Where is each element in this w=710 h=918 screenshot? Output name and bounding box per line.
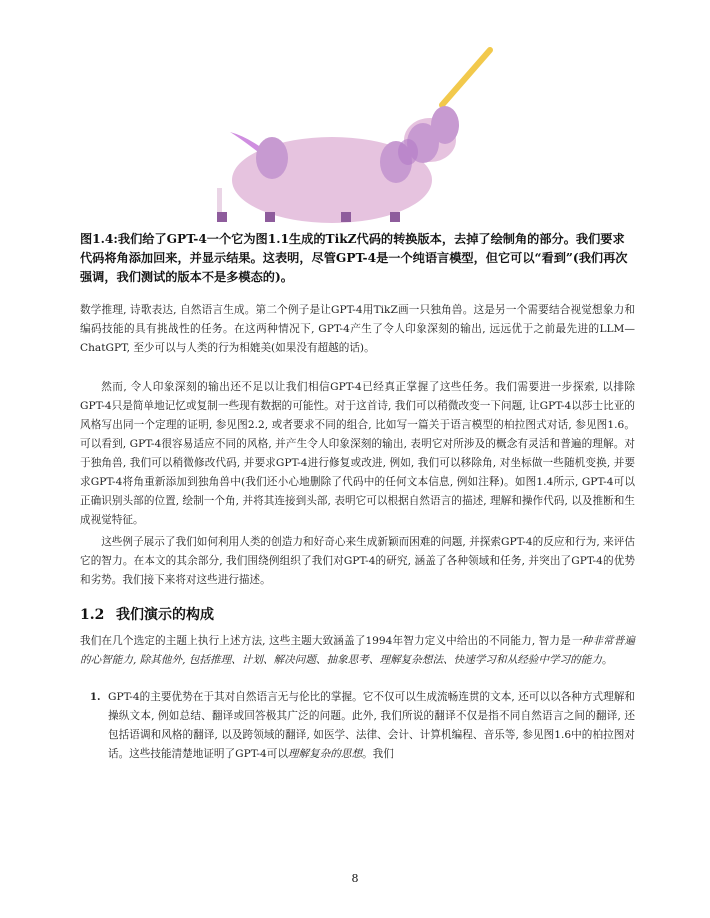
paragraph-4-end: 。 bbox=[601, 654, 613, 666]
spot-left bbox=[256, 137, 288, 179]
list-item bbox=[80, 688, 635, 764]
paragraph-3: 这些例子展示了我们如何利用人类的创造力和好奇心来生成新颖而困难的问题, 并探索GPT-4的反应和行为, 来评估它的智力。在本文的其余部分, 我们围绕例组织了我们对GPT-4的研究, 涵盖了各种领域和任务, 并突出了GPT-4的优势和劣势。我们接下来将对这些进行描述。 bbox=[80, 536, 635, 586]
leg-1 bbox=[217, 212, 227, 222]
paragraph-2: 然而, 令人印象深刻的输出还不足以让我们相信GPT-4已经真正掌握了这些任务。我们需要进一步探索, 以排除GPT-4只是简单地记忆或复制一些现有数据的可能性。对于这首诗, 我们可以稍微改变一下问题, 让GPT-4以莎士比亚的风格写出同一个定理的证明, 参见图2.2, 或者要求不同的组合, 比如写一篇关于语言模型的柏拉图式对话, 参见图1.6。可以看到, GPT-4很容易适应不同的风格, 并产生令人印象深刻的输出, 表明它对所涉及的概念有灵活和普遍的理解。对于独角兽, 我们可以稍微修改代码, 并要求GPT-4进行修复或改进, 例如, 我们可以移除角, 对坐标做一些随机变换, 并要求GPT-4将角重新添加到独角兽中(我们还小心地删除了代码中的任何文本信息, 例如注释)。如图1.4所示, GPT-4可以正确识别头部的位置, 绘制一个角, 并将其连接到头部, 表明它可以根据自然语言的描述, 理解和操作代码, 以及推断和生成视觉特征。 bbox=[80, 381, 635, 526]
unicorn-drawing bbox=[200, 40, 500, 226]
list-marker: 1. bbox=[90, 692, 101, 703]
paragraph-1: 数学推理, 诗歌表达, 自然语言生成。第二个例子是让GPT-4用TikZ画一只独角兽。这是另一个需要结合视觉想象力和编码技能的具有挑战性的任务。在这两种情况下, GPT-4产生了令人印象深刻的输出, 远远优于之前最先进的LLM—ChatGPT, 至少可以与人类的行为相媲美(如果没有超越的话)。 bbox=[80, 304, 635, 354]
list-item-text: GPT-4的主要优势在于其对自然语言无与伦比的掌握。它不仅可以生成流畅连贯的文本, 还可以以各种方式理解和操纵文本, 例如总结、翻译或回答极其广泛的问题。此外, 我们所说的翻译不仅是指不同自然语言之间的翻译, 还包括语调和风格的翻译, 以及跨领域的翻译, 如医学、法律、会计、计算机编程、音乐等, 参见图1.6中的柏拉图对话。这些技能清楚地证明了GPT-4可以 bbox=[108, 691, 635, 760]
paragraph-4 bbox=[80, 632, 635, 670]
ear-shape bbox=[398, 139, 418, 165]
unicorn-figure bbox=[200, 40, 500, 226]
section-heading bbox=[80, 604, 214, 624]
post-shape bbox=[217, 188, 222, 216]
horn-shape bbox=[442, 50, 490, 105]
list-item-end: 。我们 bbox=[362, 748, 394, 760]
section-number: 1.2 bbox=[80, 607, 105, 623]
intelligence-definition: 一种非常普遍的心智能力, 除其他外, 包括推理、计划、解决问题、抽象思考、理解复杂想法、快速学习和从经验中学习的能力 bbox=[80, 635, 635, 666]
head-top bbox=[431, 106, 459, 144]
page-number: 8 bbox=[351, 872, 359, 885]
figure-caption: 图1.4:我们给了GPT-4一个它为图1.1生成的TikZ代码的转换版本，去掉了绘制角的部分。我们要求代码将角添加回来，并显示结果。这表明，尽管GPT-4是一个纯语言模型，但它可以“看到”(我们再次强调，我们测试的版本不是多模态的)。 bbox=[80, 232, 628, 284]
capability-list bbox=[80, 688, 635, 764]
section-title: 我们演示的构成 bbox=[116, 607, 214, 623]
leg-2 bbox=[265, 212, 275, 222]
leg-4 bbox=[390, 212, 400, 222]
list-item-emphasis: 理解复杂的思想 bbox=[287, 748, 363, 760]
paragraph-4-text: 我们在几个选定的主题上执行上述方法, 这些主题大致涵盖了1994年智力定义中给出的不同能力, 智力是 bbox=[80, 635, 571, 647]
leg-3 bbox=[341, 212, 351, 222]
